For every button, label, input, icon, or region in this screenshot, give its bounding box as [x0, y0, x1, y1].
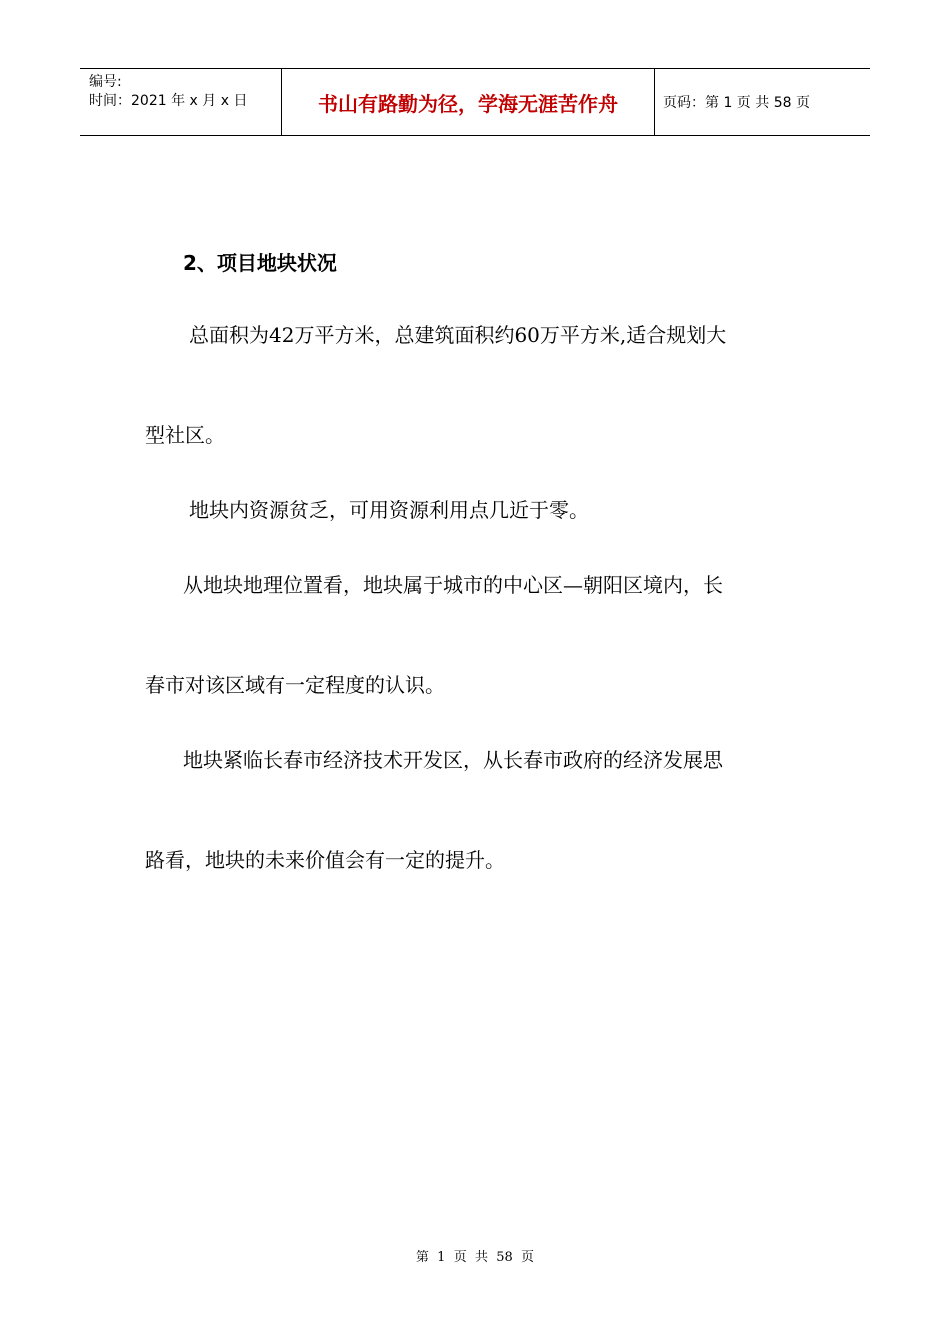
paragraph-line: 总面积为42万平方米，总建筑面积约60万平方米,适合规划大	[189, 323, 727, 347]
code-label: 编号:	[89, 74, 122, 90]
header-info-cell	[80, 69, 282, 135]
date-label: 时间：2021 年 x 月 x 日	[89, 93, 248, 109]
page-label: 页码：第 1 页 共 58 页	[663, 95, 810, 111]
paragraph-line: 地块内资源贫乏，可用资源利用点几近于零。	[189, 498, 589, 522]
paragraph-line: 春市对该区域有一定程度的认识。	[145, 673, 445, 697]
paragraph-line: 地块紧临长春市经济技术开发区，从长春市政府的经济发展思	[183, 748, 723, 772]
paragraph-line: 从地块地理位置看，地块属于城市的中心区—朝阳区境内，长	[183, 573, 723, 597]
section-heading: 2、项目地块状况	[183, 251, 337, 275]
header-motto-cell	[282, 69, 655, 135]
header-table	[80, 68, 870, 136]
paragraph-line: 型社区。	[145, 423, 225, 447]
motto-text: 书山有路勤为径，学海无涯苦作舟	[318, 91, 618, 116]
page-footer: 第 1 页 共 58 页	[415, 1250, 535, 1265]
header-page-cell	[655, 69, 870, 135]
paragraph-line: 路看，地块的未来价值会有一定的提升。	[145, 848, 505, 872]
